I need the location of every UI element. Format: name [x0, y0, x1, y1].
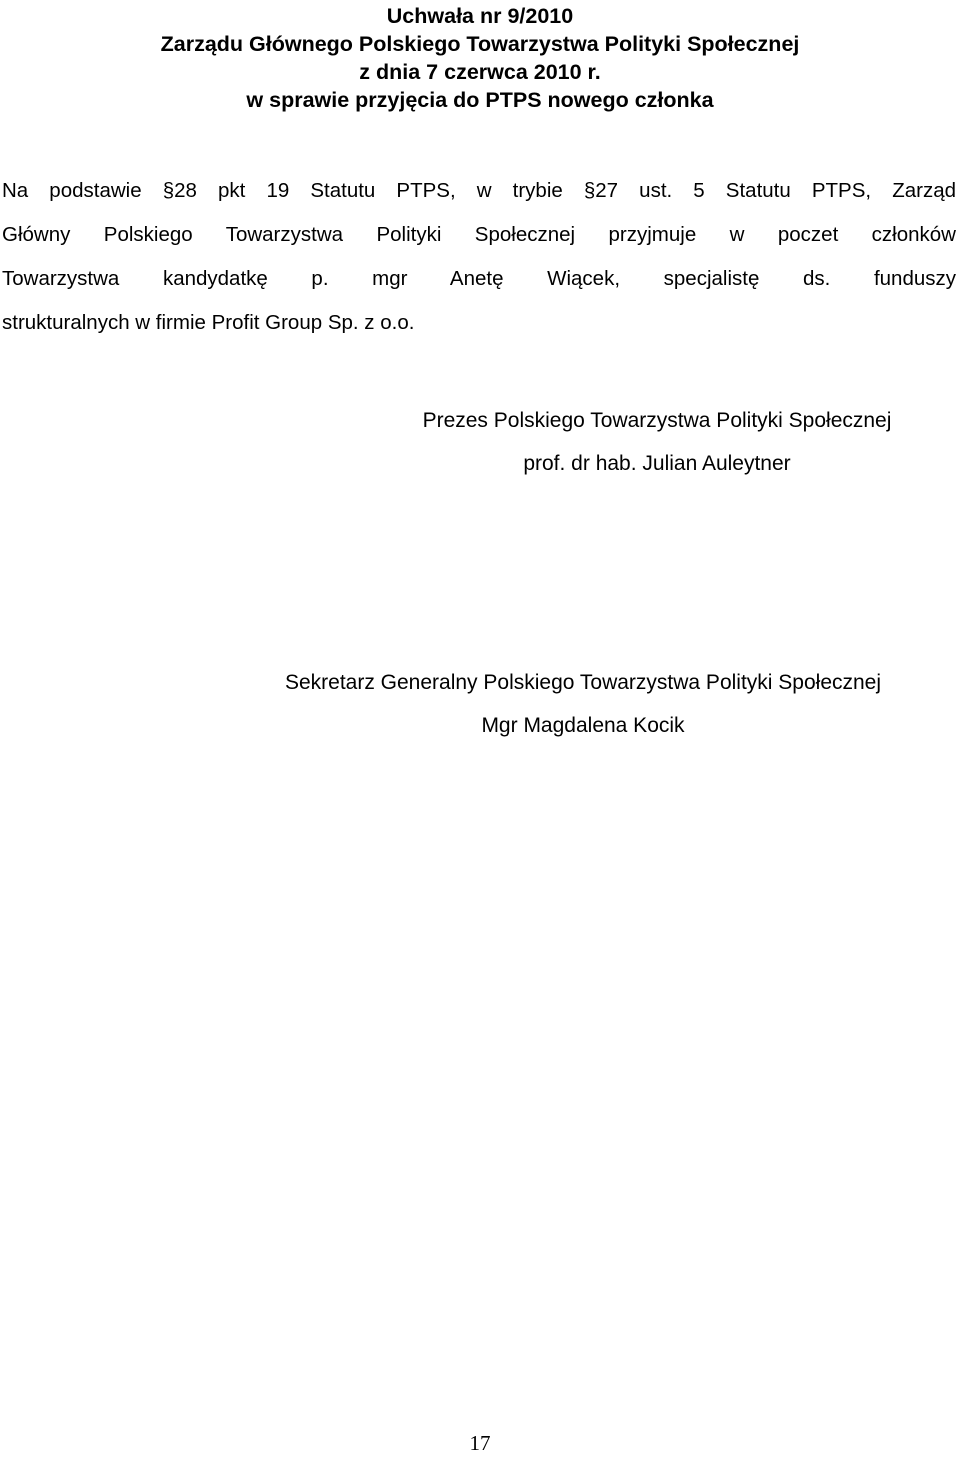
resolution-date: z dnia 7 czerwca 2010 r.: [359, 60, 601, 84]
president-signature-block: [372, 399, 942, 485]
body-line: Główny Polskiego Towarzystwa Polityki Społecznej przyjmuje w poczet członków: [2, 223, 956, 246]
secretary-title: Sekretarz Generalny Polskiego Towarzystwa Polityki Społecznej: [284, 671, 882, 694]
president-name: prof. dr hab. Julian Auleytner: [523, 452, 791, 475]
secretary-signature-block: [222, 661, 944, 747]
body-line: Towarzystwa kandydatkę p. mgr Anetę Wiącek, specjalistę ds. funduszy: [2, 267, 956, 290]
page-number: 17: [469, 1431, 491, 1455]
secretary-name: Mgr Magdalena Kocik: [481, 714, 685, 737]
body-line: strukturalnych w firmie Profit Group Sp. z o.o.: [2, 311, 415, 334]
resolution-header: [0, 2, 960, 114]
president-title: Prezes Polskiego Towarzystwa Polityki Społecznej: [422, 409, 892, 432]
resolution-number: Uchwała nr 9/2010: [386, 4, 574, 28]
resolution-subject: w sprawie przyjęcia do PTPS nowego członka: [246, 88, 714, 112]
issuing-body: Zarządu Głównego Polskiego Towarzystwa Polityki Społecznej: [160, 32, 800, 56]
resolution-body: [2, 169, 956, 345]
body-line: Na podstawie §28 pkt 19 Statutu PTPS, w trybie §27 ust. 5 Statutu PTPS, Zarząd: [2, 179, 956, 202]
